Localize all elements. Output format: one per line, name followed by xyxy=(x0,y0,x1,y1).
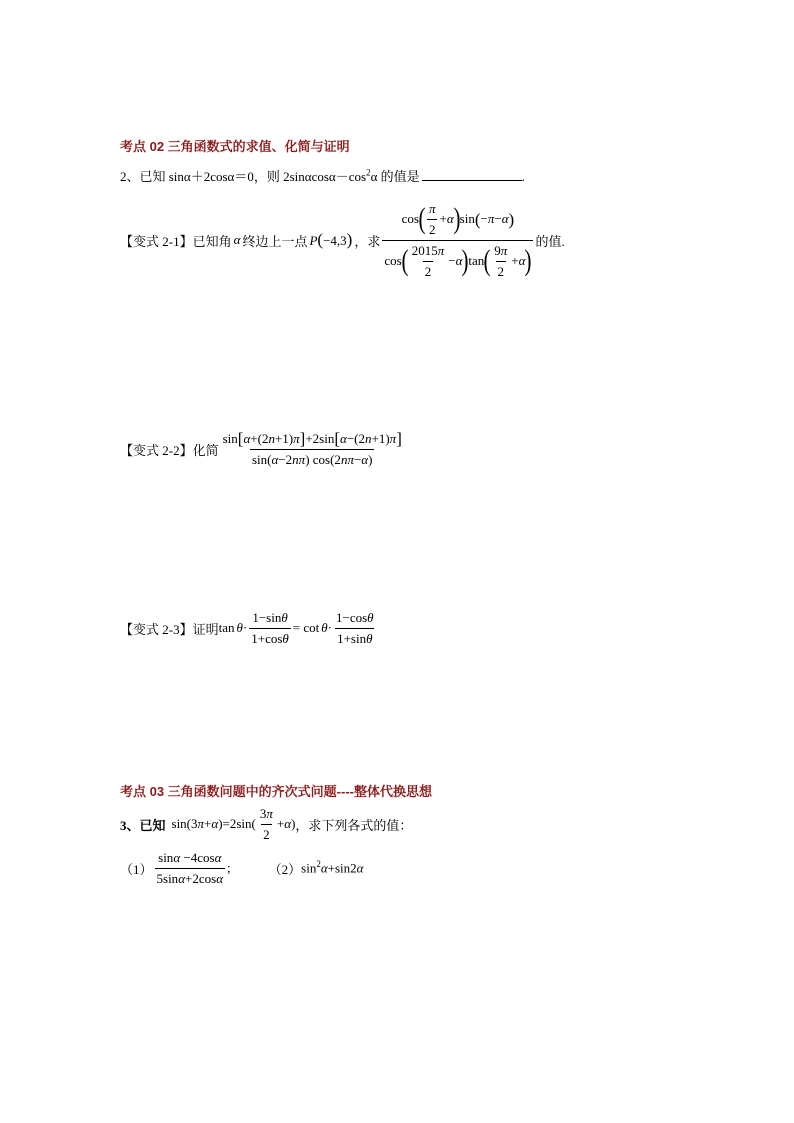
variant-text: 的值. xyxy=(535,233,565,249)
math-fraction-2-2: sin [ α +(2 n +1) π ] +2sin [ α −(2 n +1) π ] sin( α −2 nπ ) cos(2 nπ − α ) xyxy=(222,429,402,467)
variant-2-3 xyxy=(120,605,378,651)
math-part-2: $\sin^2\alpha+\sin 2\alpha$ xyxy=(301,859,364,876)
variant-label: 【变式 2-2】 xyxy=(120,442,193,458)
part-2-label: （2） xyxy=(268,861,302,877)
section-heading-3: 考点 03 三角函数问题中的齐次式问题----整体代换思想 xyxy=(120,784,433,799)
variant-label: 【变式 2-1】 xyxy=(120,233,193,249)
part-1-end: ; xyxy=(227,860,231,875)
variant-2-1 xyxy=(120,195,565,285)
variant-text: 证明 xyxy=(192,621,219,637)
question-3-text: 3、已知 xyxy=(120,817,166,833)
variant-text: 已知角 xyxy=(192,233,232,249)
variant-label: 【变式 2-3】 xyxy=(120,621,193,637)
math-alpha: α xyxy=(233,232,241,247)
math-condition-3: sin(3 π + α )=2sin( 3 π 2 + α ) xyxy=(171,805,296,842)
math-part-1: sin α −4cos α 5sin α +2cos α xyxy=(156,849,224,886)
answer-blank[interactable] xyxy=(422,168,522,181)
math-fraction-2-1: cos ( $\frac{\pi}{2}$ + α ) sin ( − π − α ) cos ( 2015 π 2 − α ) tan ( 9 π 2 + α ) xyxy=(384,200,532,279)
question-2-end: . xyxy=(521,169,525,184)
variant-text: 化简 xyxy=(192,442,219,458)
section-heading-2: 考点 02 三角函数式的求值、化简与证明 xyxy=(120,139,350,154)
part-1-label: （1） xyxy=(120,861,153,877)
question-2 xyxy=(120,166,525,185)
question-3-parts xyxy=(120,848,364,888)
question-3-suffix: ，求下列各式的值： xyxy=(295,817,413,833)
question-2-text: 2、已知 sinα＋2cosα＝0，则 2sinαcosα－cos xyxy=(120,169,367,184)
variant-2-2 xyxy=(120,424,406,474)
question-2-exponent: 2 xyxy=(366,167,371,178)
variant-text: ，求 xyxy=(354,233,381,249)
math-identity-2-3: tan θ · 1−sin θ 1+cos θ = cot θ · 1−cos θ 1+sin θ xyxy=(218,609,374,646)
math-point: P(−4,3) xyxy=(309,230,353,249)
variant-text: 终边上一点 xyxy=(242,233,308,249)
question-3 xyxy=(120,805,412,843)
question-2-text-suffix: α 的值是 xyxy=(370,169,420,184)
